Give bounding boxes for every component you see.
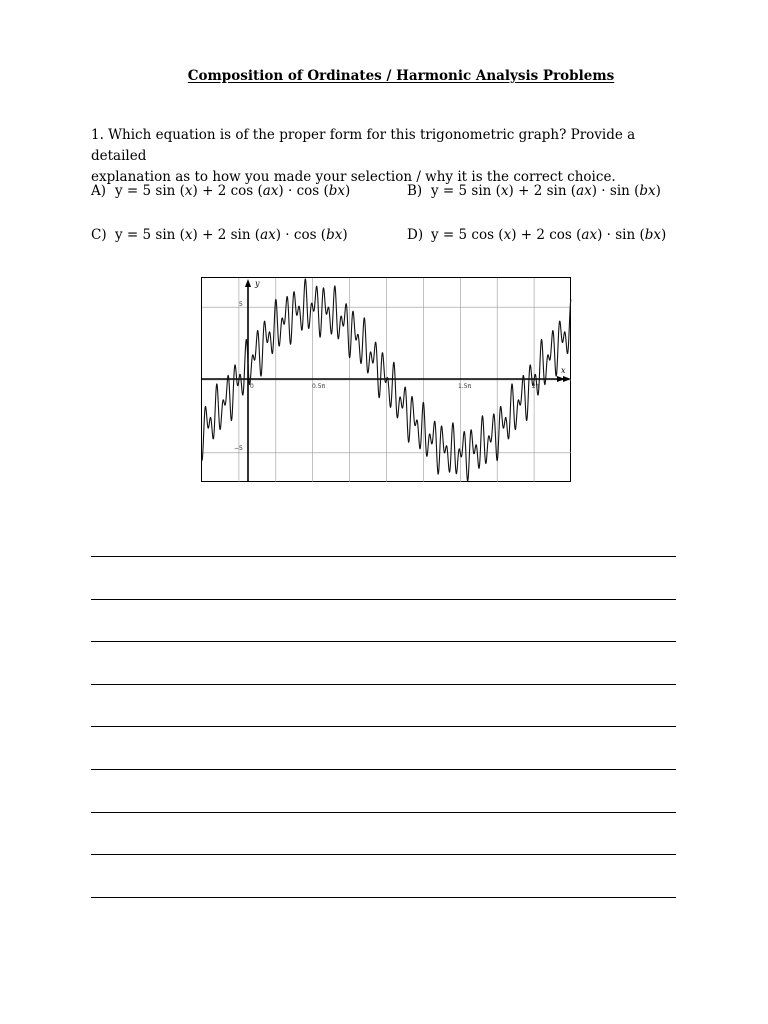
y-tick-label-bottom: −5 xyxy=(234,445,243,452)
worksheet-title-text: Composition of Ordinates / Harmonic Analysis Problems xyxy=(187,68,615,84)
answer-line[interactable] xyxy=(91,599,676,600)
choice-a: A) y = 5 sin (x) + 2 cos (ax) · cos (bx) xyxy=(91,183,351,199)
choice-letter: D) xyxy=(407,227,424,243)
choice-d: D) y = 5 cos (x) + 2 cos (ax) · sin (bx) xyxy=(407,227,667,243)
x-tick-label: 0.5π xyxy=(312,383,326,390)
answer-line[interactable] xyxy=(91,641,676,642)
x-tick-label: 1.5π xyxy=(458,383,472,390)
question-text-line-2: explanation as to how you made your selection / why it is the correct choice. xyxy=(91,169,616,185)
answer-line[interactable] xyxy=(91,556,676,557)
graph-svg xyxy=(201,277,572,483)
choice-c: C) y = 5 sin (x) + 2 sin (ax) · cos (bx) xyxy=(91,227,348,243)
answer-line[interactable] xyxy=(91,897,676,898)
x-axis-label: x xyxy=(561,366,566,375)
worksheet-title xyxy=(0,68,768,84)
choice-letter: A) xyxy=(91,183,107,199)
answer-line[interactable] xyxy=(91,854,676,855)
y-tick-label-top: 5 xyxy=(239,301,243,308)
answer-line[interactable] xyxy=(91,769,676,770)
trig-graph xyxy=(201,277,572,483)
choice-letter: C) xyxy=(91,227,107,243)
question-1 xyxy=(91,125,691,188)
x-tick-label: 2π xyxy=(532,383,540,390)
choice-b: B) y = 5 sin (x) + 2 sin (ax) · sin (bx) xyxy=(407,183,661,199)
choice-letter: B) xyxy=(407,183,423,199)
answer-line[interactable] xyxy=(91,812,676,813)
origin-label: 0 xyxy=(250,383,254,390)
answer-line[interactable] xyxy=(91,726,676,727)
question-text-line-1: 1. Which equation is of the proper form for this trigonometric graph? Provide a detailed xyxy=(91,127,636,164)
y-axis-label: y xyxy=(255,279,260,288)
answer-line[interactable] xyxy=(91,684,676,685)
